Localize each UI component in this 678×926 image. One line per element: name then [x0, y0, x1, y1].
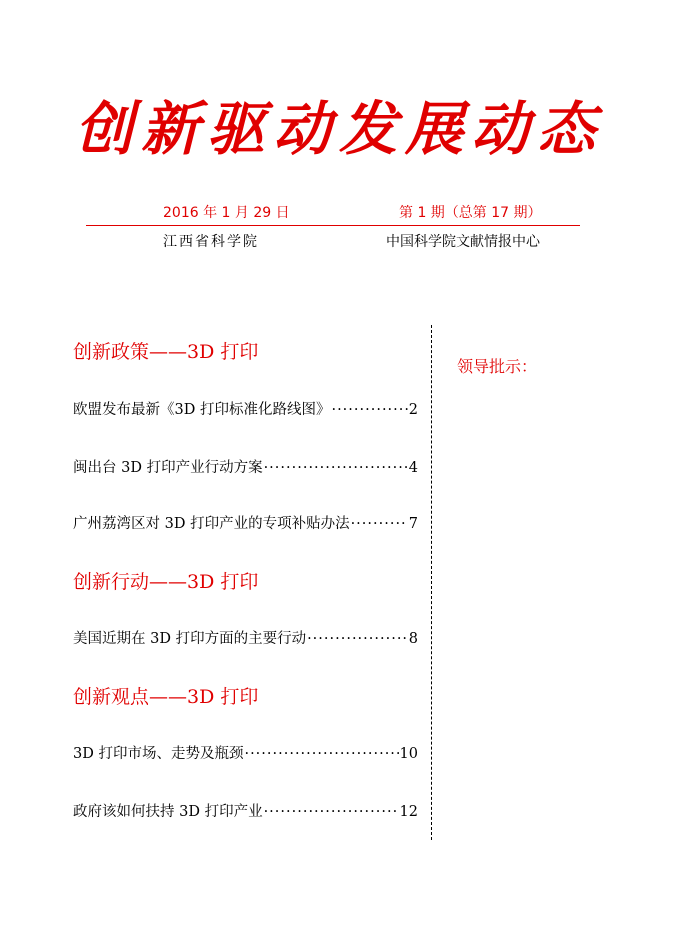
toc-item-title: 广州荔湾区对 3D 打印产业的专项补贴办法	[73, 516, 350, 532]
toc-leader-dots	[307, 631, 408, 647]
org-right: 中国科学院文献情报中心	[386, 234, 540, 250]
section-heading-policy: 创新政策——3D 打印	[73, 341, 259, 363]
toc-item[interactable]	[73, 398, 418, 419]
toc-leader-dots	[244, 746, 398, 762]
toc-item-page: 12	[399, 804, 418, 820]
toc-item-page: 10	[399, 746, 418, 762]
toc-item-page: 4	[408, 460, 418, 476]
toc-item-title: 3D 打印市场、走势及瓶颈	[73, 746, 244, 762]
toc-leader-dots	[264, 460, 408, 476]
toc-item[interactable]	[73, 456, 418, 477]
leader-instructions-label: 领导批示：	[457, 357, 538, 376]
toc-leader-dots	[331, 402, 407, 418]
toc-item-page: 7	[408, 516, 418, 532]
toc-item-page: 2	[408, 402, 418, 418]
toc-leader-dots	[351, 516, 408, 532]
vertical-divider	[431, 325, 432, 840]
toc-item[interactable]	[73, 742, 418, 763]
toc-item-page: 8	[408, 631, 418, 647]
toc-leader-dots	[264, 804, 399, 820]
section-heading-action: 创新行动——3D 打印	[73, 571, 259, 593]
toc-item-title: 闽出台 3D 打印产业行动方案	[73, 460, 263, 476]
toc-item[interactable]	[73, 800, 418, 821]
toc-item-title: 美国近期在 3D 打印方面的主要行动	[73, 631, 307, 647]
masthead-title: 创新驱动发展动态	[74, 95, 603, 163]
toc-item-title: 政府该如何扶持 3D 打印产业	[73, 804, 263, 820]
toc-item[interactable]	[73, 512, 418, 533]
issue-number: 第 1 期（总第 17 期）	[399, 205, 542, 221]
issue-date: 2016 年 1 月 29 日	[163, 205, 290, 221]
org-left: 江西省科学院	[163, 234, 259, 250]
toc-item[interactable]	[73, 627, 418, 648]
toc-item-title: 欧盟发布最新《3D 打印标准化路线图》	[73, 402, 331, 418]
header-rule	[86, 225, 580, 226]
section-heading-viewpoint: 创新观点——3D 打印	[73, 686, 259, 708]
